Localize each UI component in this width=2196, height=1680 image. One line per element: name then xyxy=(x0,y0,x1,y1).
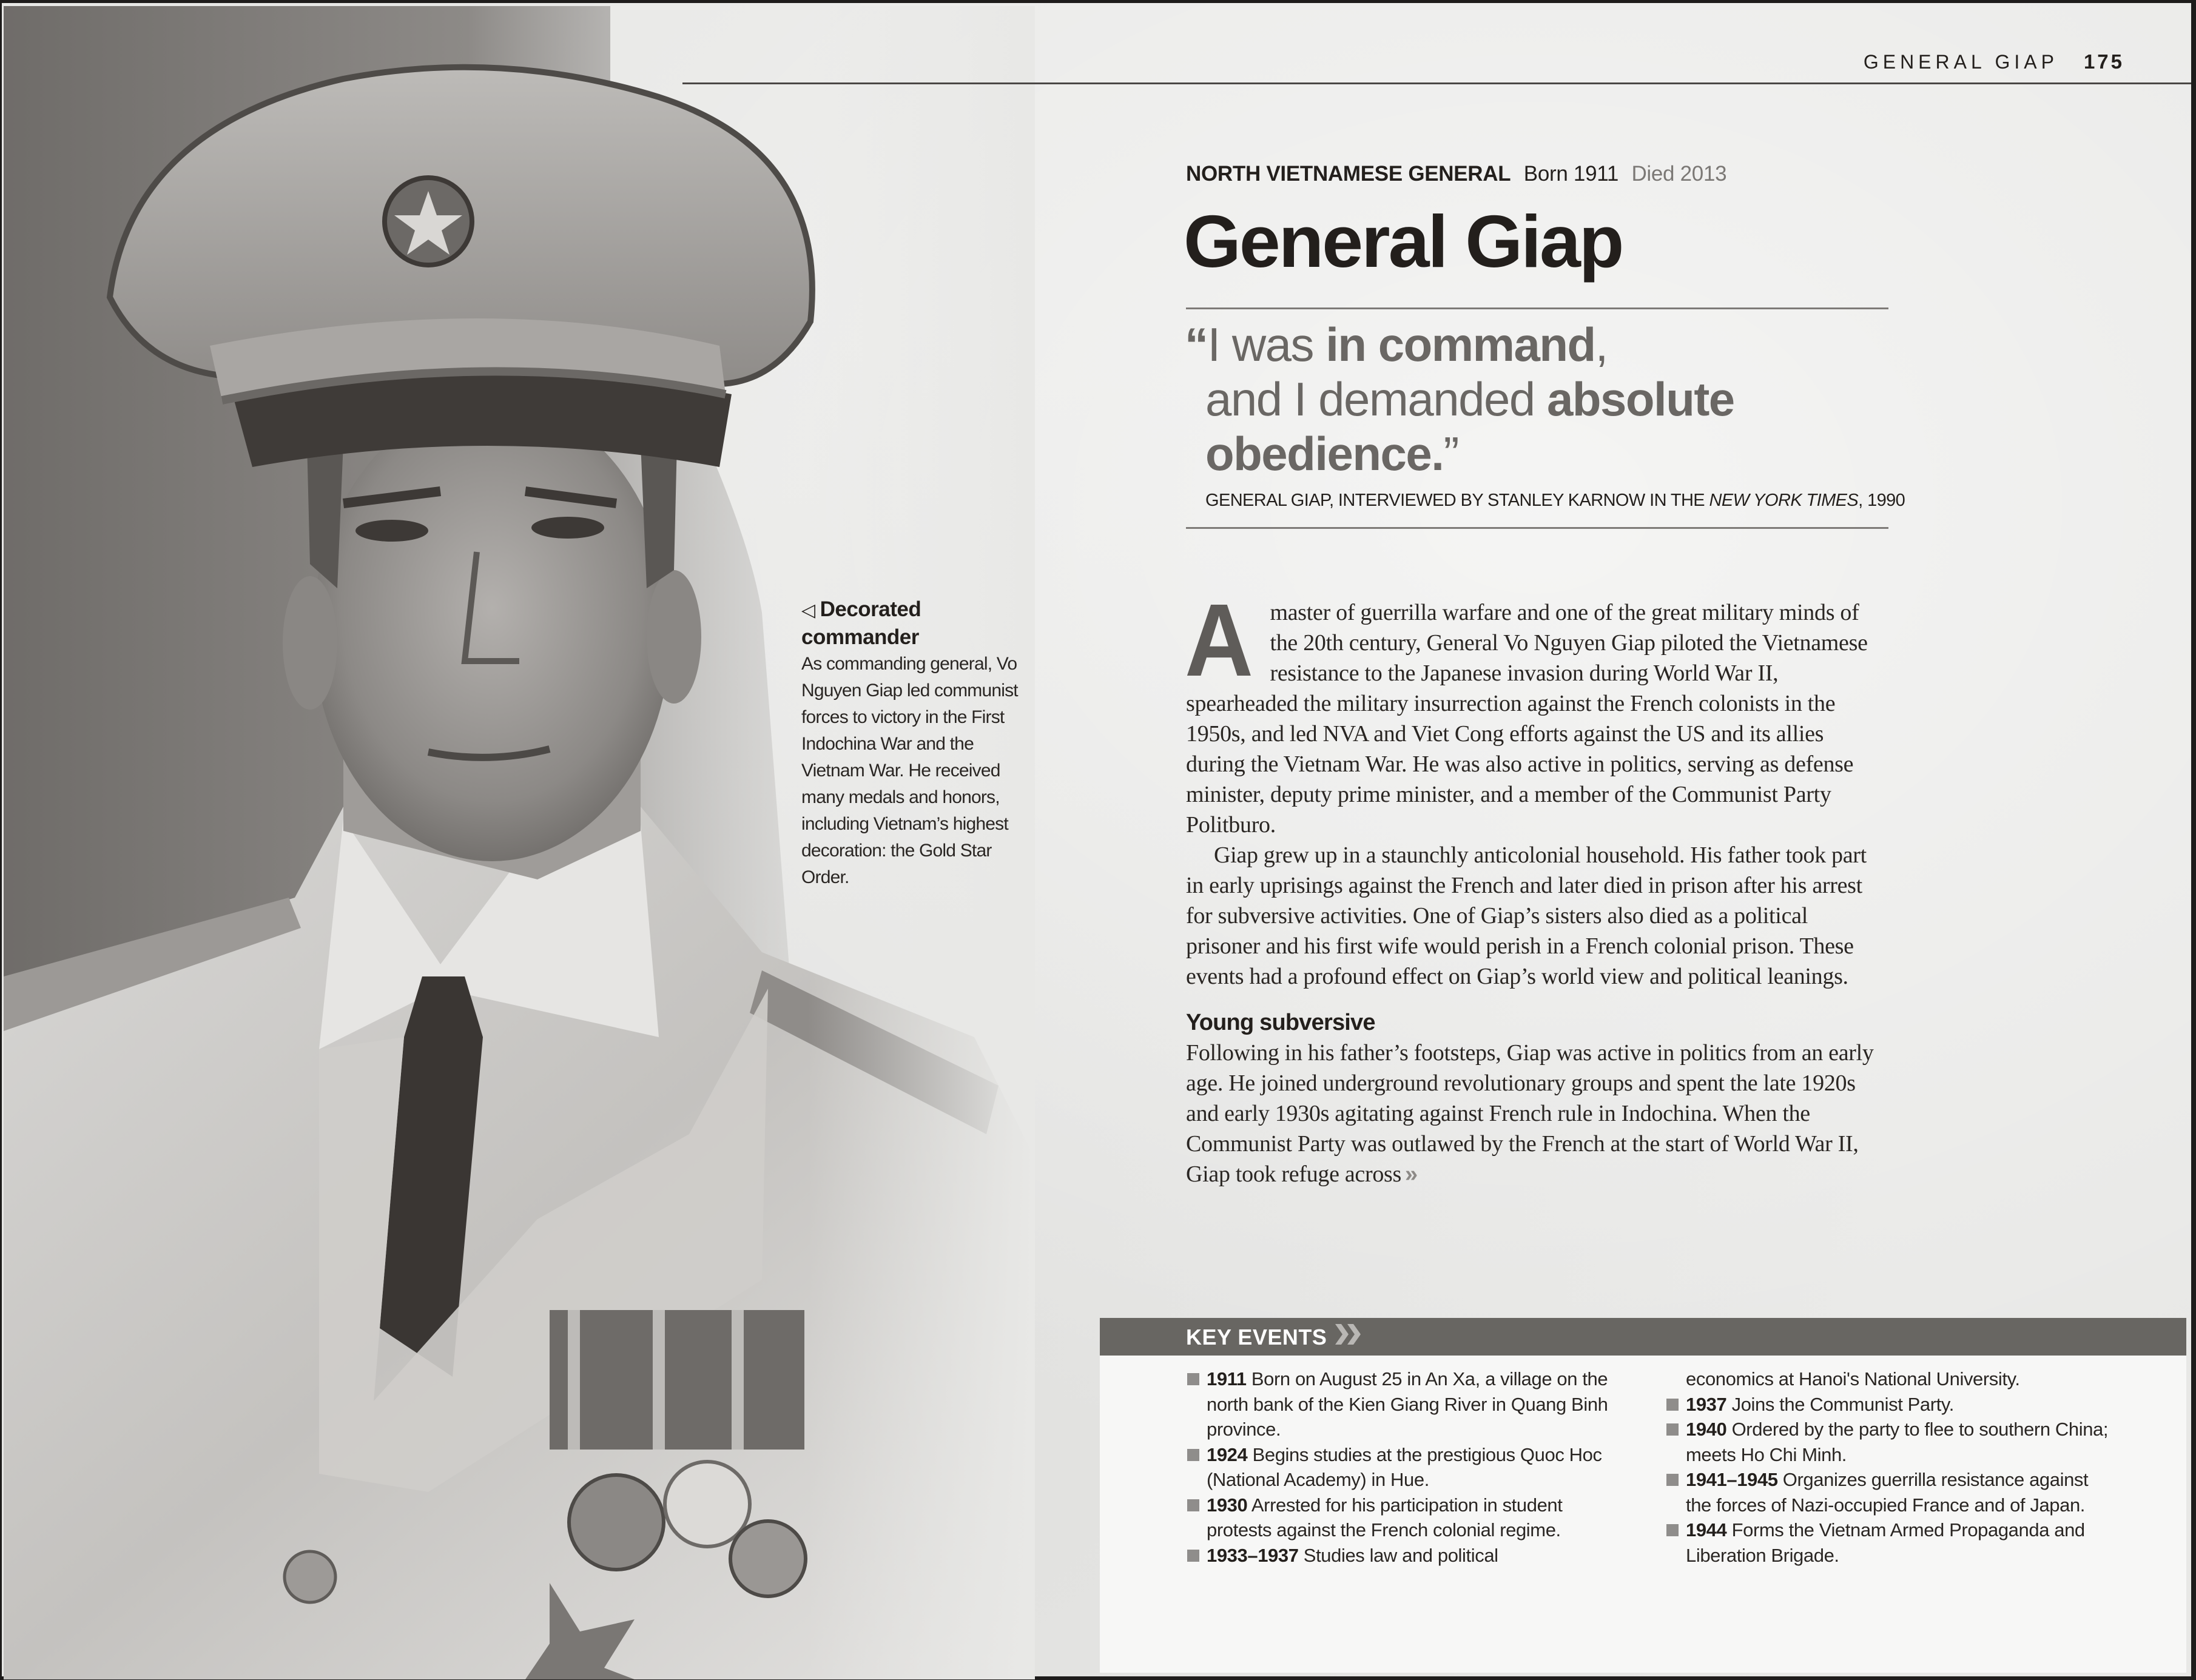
key-events-left-column xyxy=(1186,1366,1623,1568)
key-event-item xyxy=(1665,1517,2114,1568)
square-bullet-icon xyxy=(1666,1399,1679,1411)
profile-kicker xyxy=(1186,162,1726,186)
quote-line-3 xyxy=(1185,426,1888,481)
double-chevron-right-icon xyxy=(1335,1324,1363,1350)
event-year: 1924 xyxy=(1207,1443,1248,1465)
key-event-continuation: economics at Hanoi's National University. xyxy=(1686,1368,2020,1389)
drop-cap: A xyxy=(1185,583,1253,698)
attribution-text: INTERVIEWED BY STANLEY KARNOW IN THE xyxy=(1333,491,1709,510)
quote-open-mark: “ xyxy=(1185,318,1208,371)
quote-emphasis: absolute xyxy=(1546,372,1734,426)
quote-emphasis: obedience. xyxy=(1205,427,1444,480)
paragraph-3 xyxy=(1186,1038,1884,1189)
key-events-title-row xyxy=(1186,1324,1363,1350)
key-event-item xyxy=(1186,1442,1623,1493)
chevron-svg xyxy=(1335,1324,1363,1345)
key-event-item xyxy=(1186,1493,1623,1543)
square-bullet-icon xyxy=(1187,1550,1199,1562)
running-header-section: GENERAL GIAP xyxy=(1863,51,2058,73)
event-text: Forms the Vietnam Armed Propaganda and Liberation Brigade. xyxy=(1686,1519,2085,1566)
quote-rule-bottom xyxy=(1186,527,1888,529)
quote-rule-top xyxy=(1186,307,1888,309)
running-header xyxy=(1864,50,2124,73)
key-events-title: KEY EVENTS xyxy=(1186,1324,1327,1349)
event-text: Studies law and political xyxy=(1298,1544,1498,1566)
quote-emphasis: in command xyxy=(1325,318,1595,371)
continue-arrow-icon: » xyxy=(1405,1161,1418,1187)
key-event-item xyxy=(1665,1417,2114,1467)
attribution-publication: NEW YORK TIMES xyxy=(1709,491,1859,510)
quote-line-2 xyxy=(1185,372,1888,426)
quote-text: I was xyxy=(1207,318,1326,371)
key-event-item xyxy=(1186,1543,1623,1568)
key-event-item xyxy=(1665,1467,2114,1517)
event-text: Ordered by the party to flee to southern China; meets Ho Chi Minh. xyxy=(1686,1419,2109,1465)
header-rule xyxy=(682,82,2191,84)
paragraph-text: master of guerrilla warfare and one of the great military minds of the 20th century, General Vo Nguyen Giap piloted the Vietnamese resistance to the Japanese invasion during World War II, spearheaded the military insurrection against the French colonists in the 1950s, and led NVA and Viet Cong efforts against the US and its allies during the Vietnam War. He was also active in politics, serving as defense minister, deputy prime minister, and a member of the Communist Party Politburo. xyxy=(1186,600,1868,838)
paragraph-2: Giap grew up in a staunchly anticolonial household. His father took part in early uprisings against the French and later died in prison after his arrest for subversive activities. One of Giap’s sisters also died as a political prisoner and his first wife would perish in a French colonial prison. These events had a profound effect on Giap’s world view and political leanings. xyxy=(1186,842,1867,989)
attribution-year: , 1990 xyxy=(1858,491,1905,510)
key-events-header xyxy=(1100,1318,2186,1356)
square-bullet-icon xyxy=(1666,1423,1679,1436)
pull-quote xyxy=(1185,317,1888,481)
photo-caption xyxy=(801,596,1032,891)
paragraph-1 xyxy=(1185,583,1884,840)
square-bullet-icon xyxy=(1187,1499,1199,1511)
key-event-item xyxy=(1186,1366,1623,1442)
event-text: Arrested for his participation in student protests against the French colonial regime. xyxy=(1207,1494,1563,1541)
square-bullet-icon xyxy=(1666,1474,1679,1486)
article-body xyxy=(1185,583,1884,1189)
profile-role: NORTH VIETNAMESE GENERAL xyxy=(1186,162,1511,186)
profile-born: Born 1911 xyxy=(1523,162,1618,186)
quote-text: , xyxy=(1595,318,1608,371)
event-year: 1937 xyxy=(1686,1393,1727,1415)
event-text: Joins the Communist Party. xyxy=(1726,1393,1954,1415)
paragraph-text: Following in his father’s footsteps, Giap was active in politics from an early age. He joined underground revolutionary groups and spent the late 1920s and early 1930s agitating against French rule in Indochina. When the Communist Party was outlawed by the French at the start of World War II, Giap took refuge across xyxy=(1186,1040,1874,1187)
quote-attribution xyxy=(1205,491,1905,511)
event-text: Begins studies at the prestigious Quoc Hoc (National Academy) in Hue. xyxy=(1207,1443,1602,1490)
event-text: Born on August 25 in An Xa, a village on the north bank of the Kien Giang River in Quang Binh province. xyxy=(1207,1368,1608,1440)
event-year: 1940 xyxy=(1686,1419,1727,1440)
square-bullet-icon xyxy=(1187,1373,1199,1385)
event-year: 1933–1937 xyxy=(1207,1544,1299,1566)
event-year: 1911 xyxy=(1207,1368,1247,1389)
event-year: 1944 xyxy=(1686,1519,1727,1541)
square-bullet-icon xyxy=(1666,1524,1679,1536)
page-number: 175 xyxy=(2083,50,2124,73)
event-text: Organizes guerrilla resistance against the forces of Nazi-occupied France and of Japan. xyxy=(1686,1469,2089,1516)
caption-body: As commanding general, Vo Nguyen Giap led communist forces to victory in the First Indochina War and the Vietnam War. He received many medals and honors, including Vietnam’s highest decoration: the Gold Star Order. xyxy=(801,654,1018,887)
key-events-right-column xyxy=(1665,1366,2114,1568)
profile-died: Died 2013 xyxy=(1631,162,1727,186)
page-title: General Giap xyxy=(1184,200,1623,283)
attribution-name: GENERAL GIAP, xyxy=(1205,491,1334,510)
quote-close-mark: ” xyxy=(1443,427,1458,480)
caption-title: Decorated commander xyxy=(801,597,921,649)
section-subhead: Young subversive xyxy=(1186,1010,1375,1035)
key-event-item xyxy=(1665,1392,2114,1417)
quote-line-1 xyxy=(1185,317,1888,372)
left-pointer-icon: ◁ xyxy=(801,600,815,620)
event-year: 1941–1945 xyxy=(1686,1469,1778,1490)
caption-title-row xyxy=(801,596,1032,651)
quote-text: and I demanded xyxy=(1205,372,1547,426)
square-bullet-icon xyxy=(1187,1449,1199,1461)
event-year: 1930 xyxy=(1207,1494,1248,1516)
